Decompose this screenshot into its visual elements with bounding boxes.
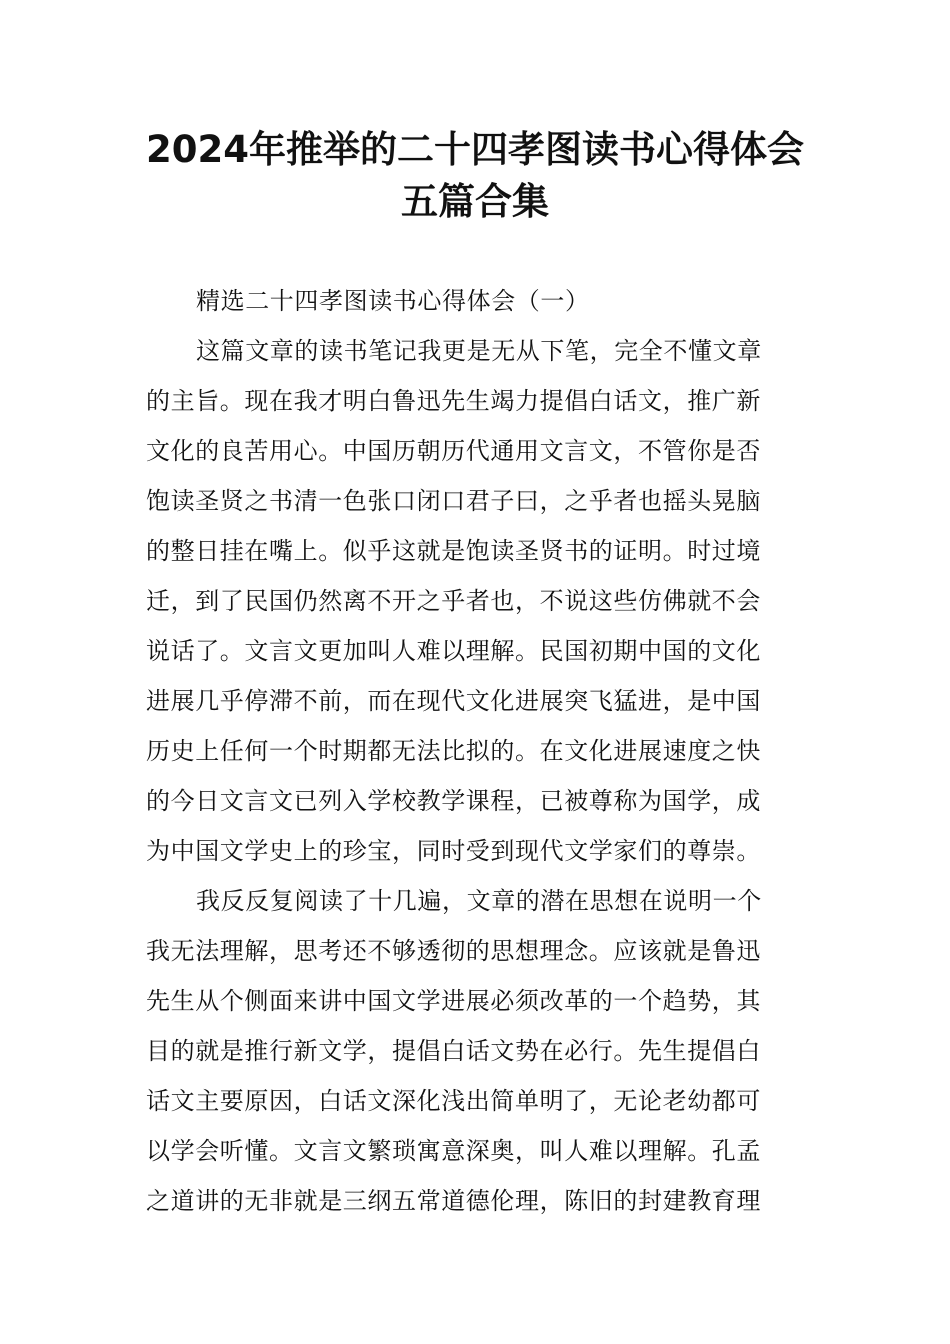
document-title-line-2: 五篇合集 bbox=[401, 180, 549, 223]
paragraph-line: 话文主要原因，白话文深化浅出简单明了，无论老幼都可 bbox=[146, 1087, 761, 1115]
paragraph-line: 先生从个侧面来讲中国文学进展必须改革的一个趋势，其 bbox=[146, 987, 761, 1015]
document-body bbox=[146, 276, 818, 1226]
paragraph-1 bbox=[146, 326, 818, 876]
paragraph-line: 我无法理解，思考还不够透彻的思想理念。应该就是鲁迅 bbox=[146, 937, 761, 965]
document-title-line-1: 2024年推举的二十四孝图读书心得体会 bbox=[146, 128, 804, 171]
paragraph-2 bbox=[146, 876, 818, 1226]
paragraph-line: 迁，到了民国仍然离不开之乎者也，不说这些仿佛就不会 bbox=[146, 587, 761, 615]
paragraph-line: 为中国文学史上的珍宝，同时受到现代文学家们的尊崇。 bbox=[146, 837, 761, 865]
paragraph-line: 历史上任何一个时期都无法比拟的。在文化进展速度之快 bbox=[146, 737, 761, 765]
paragraph-line: 的整日挂在嘴上。似乎这就是饱读圣贤书的证明。时过境 bbox=[146, 537, 761, 565]
paragraph-line: 目的就是推行新文学，提倡白话文势在必行。先生提倡白 bbox=[146, 1037, 761, 1065]
section-heading: 精选二十四孝图读书心得体会（一） bbox=[196, 287, 590, 315]
paragraph-line: 饱读圣贤之书清一色张口闭口君子曰，之乎者也摇头晃脑 bbox=[146, 487, 761, 515]
paragraph-line: 的主旨。现在我才明白鲁迅先生竭力提倡白话文，推广新 bbox=[146, 387, 761, 415]
paragraph-line: 之道讲的无非就是三纲五常道德伦理，陈旧的封建教育理 bbox=[146, 1187, 761, 1215]
paragraph-line: 这篇文章的读书笔记我更是无从下笔，完全不懂文章 bbox=[196, 337, 762, 365]
paragraph-line: 我反反复阅读了十几遍，文章的潜在思想在说明一个 bbox=[196, 887, 762, 915]
paragraph-line: 说话了。文言文更加叫人难以理解。民国初期中国的文化 bbox=[146, 637, 761, 665]
paragraph-line: 以学会听懂。文言文繁琐寓意深奥，叫人难以理解。孔孟 bbox=[146, 1137, 761, 1165]
paragraph-line: 的今日文言文已列入学校教学课程，已被尊称为国学，成 bbox=[146, 787, 761, 815]
paragraph-line: 文化的良苦用心。中国历朝历代通用文言文，不管你是否 bbox=[146, 437, 761, 465]
paragraph-line: 进展几乎停滞不前，而在现代文化进展突飞猛进，是中国 bbox=[146, 687, 761, 715]
